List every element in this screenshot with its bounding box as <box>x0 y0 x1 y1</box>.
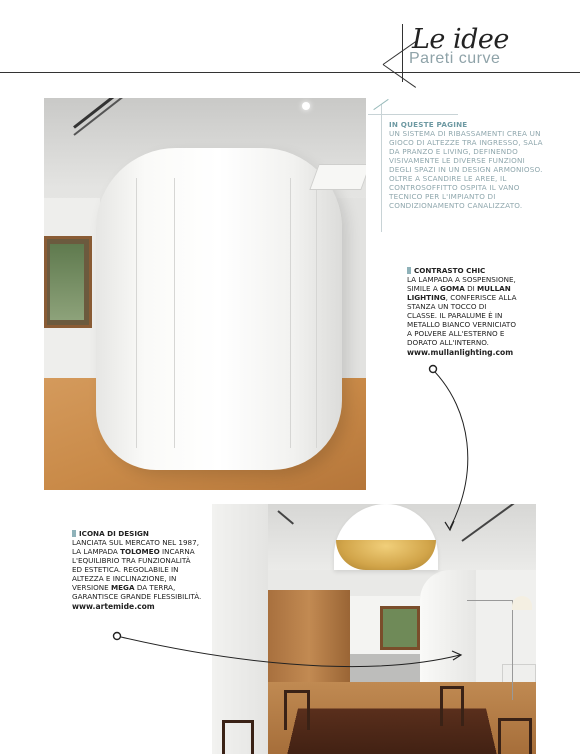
photo-cabinet-seam <box>316 178 317 448</box>
photo-floor-lamp-arm <box>467 600 512 601</box>
photo-dining-room <box>212 504 536 754</box>
photo-window-view <box>50 244 84 320</box>
caption-product-name: GOMA <box>440 284 465 293</box>
photo-pendant-lamp-interior <box>336 540 436 570</box>
caption-text: LA LAMPADA A SOSPENSIONE, SIMILE A <box>407 275 516 293</box>
header-rule <box>0 72 580 73</box>
caption-main <box>389 120 549 210</box>
photo-chair <box>440 686 464 726</box>
photo-wall <box>212 504 268 754</box>
caption-url-link[interactable]: www.artemide.com <box>72 602 155 611</box>
photo-cabinet-seam <box>174 178 175 448</box>
photo-ceiling-vent-panel <box>309 164 366 190</box>
photo-chair <box>284 690 310 730</box>
photo-cabinet-seam <box>136 178 137 448</box>
section-subtitle: Pareti curve <box>409 50 501 67</box>
caption-product-version: MEGA <box>111 583 135 592</box>
photo-window <box>380 606 420 650</box>
caption-text: DI <box>464 284 478 293</box>
header-cross-line <box>402 24 403 82</box>
caption-heading: ICONA DI DESIGN <box>79 529 149 538</box>
caption-heading: CONTRASTO CHIC <box>414 266 486 275</box>
caption-brand-name: MULLAN LIGHTING <box>407 284 511 302</box>
caption-text: , CONFERISCE ALLA STANZA UN TOCCO DI CLASSE. IL PARALUME È IN METALLO BIANCO VERNICIATO A POLVERE ALL'ESTERNO E DORATO ALL'INTERNO. <box>407 293 517 347</box>
photo-curved-wall <box>44 98 366 490</box>
photo-chair <box>222 720 254 754</box>
caption-url-link[interactable]: www.mullanlighting.com <box>407 348 514 357</box>
photo-chair <box>498 718 532 754</box>
photo-kitchen-counter <box>350 654 420 682</box>
caption-marker-icon <box>407 267 411 274</box>
caption-text: INCARNA L'EQUILIBRIO TRA FUNZIONALITÀ ED ESTETICA. REGOLABILE IN ALTEZZA E INCLINAZIONE, IN VERSIONE <box>72 547 195 592</box>
photo-ceiling-light <box>302 102 310 110</box>
caption-main-heading: IN QUESTE PAGINE <box>389 120 468 129</box>
section-title: Le idee <box>412 24 509 55</box>
photo-cabinet-seam <box>290 178 291 448</box>
caption-divider <box>368 114 458 115</box>
caption-product-name: TOLOMEO <box>120 547 160 556</box>
caption-marker-icon <box>72 530 76 537</box>
caption-main-text: UN SISTEMA DI RIBASSAMENTI CREA UN GIOCO DI ALTEZZE TRA INGRESSO, SALA DA PRANZO E LIVING, DEFINENDO VISIVAMENTE LE DIVERSE FUNZIONI DEGLI SPAZI IN UN DESIGN ARMONIOSO. OLTRE A SCANDIRE LE AREE, IL CONTROSOFFITTO OSPITA IL VANO TECNICO PER L'IMPIANTO DI CONDIZIONAMENTO CANALIZZATO. <box>389 129 543 210</box>
caption-text: DA TERRA, GARANTISCE GRANDE FLESSIBILITÀ. <box>72 583 202 601</box>
caption-contrasto-chic <box>407 266 517 357</box>
caption-text: LANCIATA SUL MERCATO NEL 1987, LA LAMPADA <box>72 538 199 556</box>
photo-curved-cabinet <box>96 148 342 470</box>
caption-divider <box>381 104 382 232</box>
photo-floor-lamp-shade <box>512 596 532 610</box>
photo-floor-lamp <box>512 600 513 700</box>
photo-dining-table <box>285 708 499 754</box>
caption-icona-di-design <box>72 529 202 611</box>
